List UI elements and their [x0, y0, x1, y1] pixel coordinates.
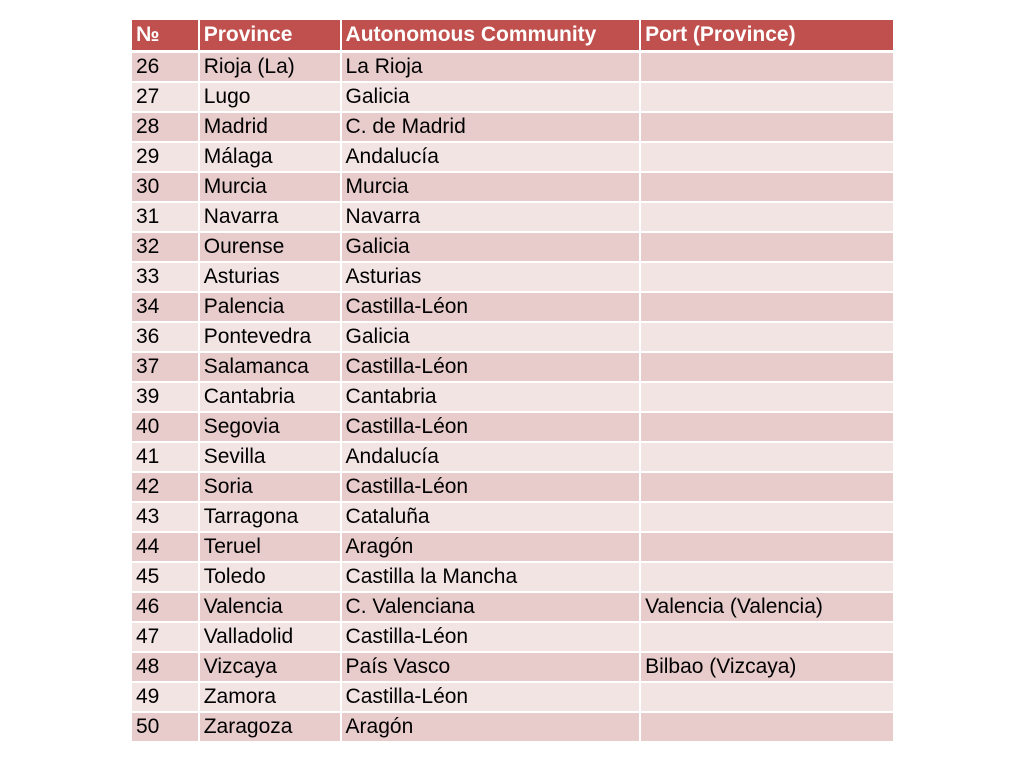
cell-province: Murcia [200, 173, 342, 203]
cell-autonomous-community: Castilla-Léon [342, 683, 642, 713]
cell-autonomous-community: Castilla-Léon [342, 293, 642, 323]
cell-number: 46 [132, 593, 200, 623]
cell-province: Soria [200, 473, 342, 503]
table-row [132, 233, 893, 263]
cell-province: Palencia [200, 293, 342, 323]
table-row [132, 173, 893, 203]
header-number: № [132, 20, 200, 53]
table-row [132, 653, 893, 683]
cell-number: 43 [132, 503, 200, 533]
table-row [132, 413, 893, 443]
header-autonomous-community: Autonomous Community [342, 20, 642, 53]
cell-port [641, 563, 893, 593]
cell-autonomous-community: Asturias [342, 263, 642, 293]
cell-number: 30 [132, 173, 200, 203]
cell-number: 45 [132, 563, 200, 593]
cell-port [641, 83, 893, 113]
cell-port [641, 413, 893, 443]
cell-number: 50 [132, 713, 200, 743]
cell-autonomous-community: Andalucía [342, 143, 642, 173]
cell-province: Valencia [200, 593, 342, 623]
table-row [132, 143, 893, 173]
cell-number: 26 [132, 53, 200, 83]
cell-port [641, 173, 893, 203]
cell-port [641, 53, 893, 83]
table-row [132, 53, 893, 83]
cell-province: Segovia [200, 413, 342, 443]
table-header [132, 20, 893, 53]
cell-number: 36 [132, 323, 200, 353]
cell-province: Salamanca [200, 353, 342, 383]
cell-province: Ourense [200, 233, 342, 263]
cell-autonomous-community: Cataluña [342, 503, 642, 533]
cell-number: 48 [132, 653, 200, 683]
cell-province: Navarra [200, 203, 342, 233]
cell-province: Rioja (La) [200, 53, 342, 83]
cell-province: Madrid [200, 113, 342, 143]
table-row [132, 593, 893, 623]
header-row [132, 20, 893, 53]
cell-autonomous-community: Navarra [342, 203, 642, 233]
cell-autonomous-community: C. Valenciana [342, 593, 642, 623]
cell-autonomous-community: País Vasco [342, 653, 642, 683]
table-row [132, 83, 893, 113]
cell-autonomous-community: Castilla-Léon [342, 473, 642, 503]
cell-province: Zaragoza [200, 713, 342, 743]
table-row [132, 683, 893, 713]
cell-port [641, 503, 893, 533]
table-row [132, 323, 893, 353]
cell-province: Asturias [200, 263, 342, 293]
cell-province: Lugo [200, 83, 342, 113]
table-row [132, 383, 893, 413]
table-row [132, 353, 893, 383]
cell-number: 44 [132, 533, 200, 563]
cell-port [641, 383, 893, 413]
cell-province: Cantabria [200, 383, 342, 413]
table-row [132, 473, 893, 503]
cell-number: 49 [132, 683, 200, 713]
cell-autonomous-community: Aragón [342, 533, 642, 563]
table-row [132, 713, 893, 743]
cell-port [641, 713, 893, 743]
cell-autonomous-community: La Rioja [342, 53, 642, 83]
header-port: Port (Province) [641, 20, 893, 53]
cell-autonomous-community: Andalucía [342, 443, 642, 473]
cell-number: 40 [132, 413, 200, 443]
table-row [132, 533, 893, 563]
cell-autonomous-community: Galicia [342, 83, 642, 113]
cell-autonomous-community: Cantabria [342, 383, 642, 413]
cell-port [641, 443, 893, 473]
cell-province: Zamora [200, 683, 342, 713]
cell-port [641, 323, 893, 353]
cell-port [641, 473, 893, 503]
cell-province: Pontevedra [200, 323, 342, 353]
cell-autonomous-community: Murcia [342, 173, 642, 203]
cell-number: 28 [132, 113, 200, 143]
cell-port [641, 623, 893, 653]
cell-port [641, 293, 893, 323]
table-body [132, 53, 893, 743]
cell-number: 34 [132, 293, 200, 323]
cell-number: 27 [132, 83, 200, 113]
cell-port [641, 353, 893, 383]
cell-autonomous-community: Galicia [342, 323, 642, 353]
cell-province: Teruel [200, 533, 342, 563]
cell-number: 42 [132, 473, 200, 503]
table-row [132, 503, 893, 533]
cell-number: 32 [132, 233, 200, 263]
cell-autonomous-community: Castilla-Léon [342, 413, 642, 443]
header-province: Province [200, 20, 342, 53]
cell-province: Vizcaya [200, 653, 342, 683]
cell-autonomous-community: C. de Madrid [342, 113, 642, 143]
cell-autonomous-community: Galicia [342, 233, 642, 263]
cell-port [641, 203, 893, 233]
cell-number: 29 [132, 143, 200, 173]
cell-number: 41 [132, 443, 200, 473]
table-row [132, 293, 893, 323]
cell-port [641, 113, 893, 143]
table-row [132, 263, 893, 293]
cell-number: 47 [132, 623, 200, 653]
cell-autonomous-community: Castilla-Léon [342, 353, 642, 383]
cell-number: 37 [132, 353, 200, 383]
cell-number: 33 [132, 263, 200, 293]
cell-autonomous-community: Aragón [342, 713, 642, 743]
cell-province: Málaga [200, 143, 342, 173]
table-row [132, 203, 893, 233]
cell-port: Valencia (Valencia) [641, 593, 893, 623]
cell-province: Sevilla [200, 443, 342, 473]
table-row [132, 113, 893, 143]
cell-number: 39 [132, 383, 200, 413]
cell-number: 31 [132, 203, 200, 233]
cell-port [641, 533, 893, 563]
cell-province: Valladolid [200, 623, 342, 653]
cell-port [641, 263, 893, 293]
provinces-table [132, 20, 893, 743]
table-row [132, 563, 893, 593]
table-row [132, 623, 893, 653]
cell-port [641, 143, 893, 173]
cell-port: Bilbao (Vizcaya) [641, 653, 893, 683]
cell-province: Toledo [200, 563, 342, 593]
cell-autonomous-community: Castilla-Léon [342, 623, 642, 653]
table-row [132, 443, 893, 473]
cell-port [641, 233, 893, 263]
cell-port [641, 683, 893, 713]
cell-province: Tarragona [200, 503, 342, 533]
cell-autonomous-community: Castilla la Mancha [342, 563, 642, 593]
